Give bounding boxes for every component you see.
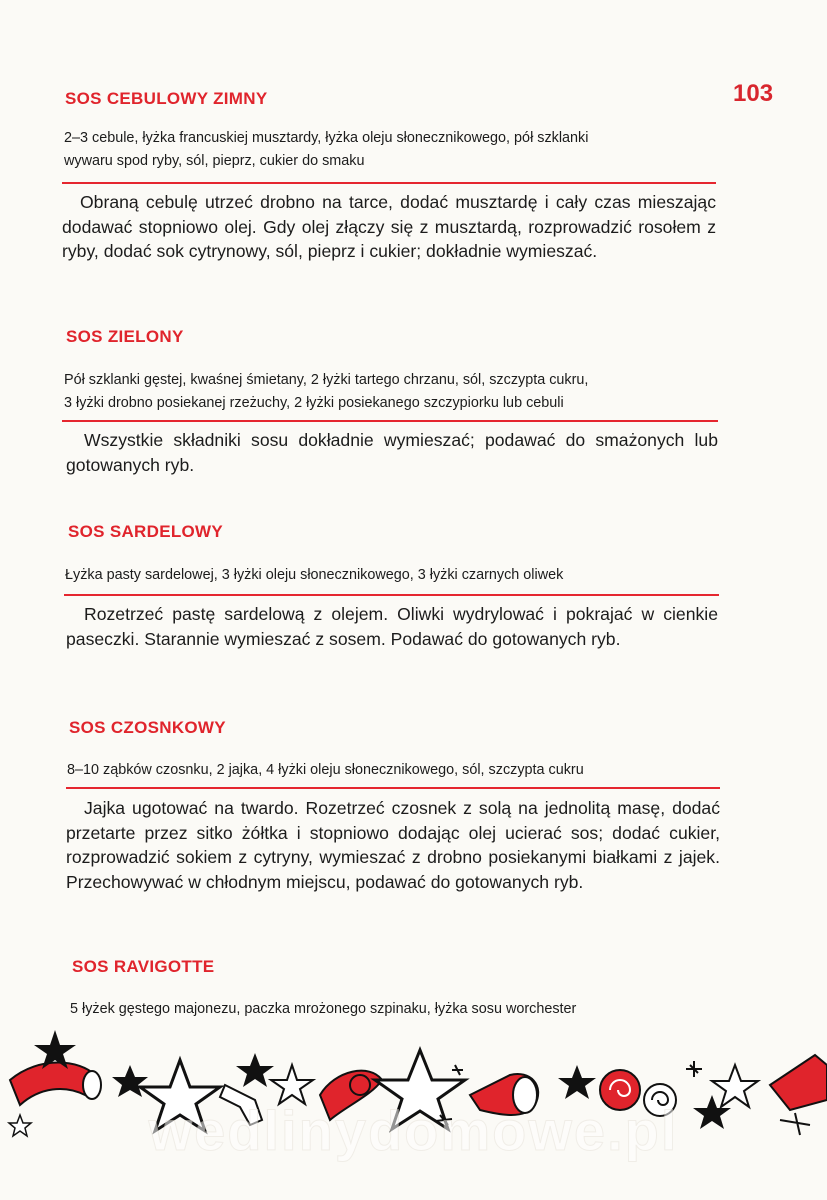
method-text: Obraną cebulę utrzeć drobno na tarce, dodać musztardę i cały czas mieszając dodawać stopniowo olej. Gdy olej złączy się z musztardą, rozprowadzić rosołem z ryby, dodać sok cytrynowy, sól, pieprz i cukier; dokładnie wymieszać.: [62, 192, 716, 261]
recipe-title: SOS CZOSNKOWY: [69, 718, 226, 737]
recipe-title: SOS RAVIGOTTE: [72, 957, 215, 976]
ingredients-line: 8–10 ząbków czosnku, 2 jajka, 4 łyżki oleju słonecznikowego, sól, szczypta cukru: [67, 762, 584, 778]
red-divider: [62, 182, 716, 184]
method-text: Wszystkie składniki sosu dokładnie wymieszać; podawać do smażonych lub gotowanych ryb.: [66, 430, 718, 475]
method-text: Rozetrzeć pastę sardelową z olejem. Oliwki wydrylować i pokrajać w cienkie paseczki. Starannie wymieszać z sosem. Podawać do gotowanych ryb.: [66, 604, 718, 649]
recipe-ingredients: [64, 369, 588, 415]
recipe-ingredients: [67, 759, 584, 782]
ingredients-line: 2–3 cebule, łyżka francuskiej musztardy, łyżka oleju słonecznikowego, pół szklanki: [64, 130, 589, 146]
page-number: 103: [733, 80, 774, 107]
recipe-method: [62, 190, 716, 264]
red-divider: [62, 420, 718, 422]
red-divider: [66, 787, 720, 789]
ingredients-line: 3 łyżki drobno posiekanej rzeżuchy, 2 łyżki posiekanego szczypiorku lub cebuli: [64, 395, 564, 411]
recipe-ingredients: [64, 127, 588, 173]
ingredients-line: Łyżka pasty sardelowej, 3 łyżki oleju słonecznikowego, 3 łyżki czarnych oliwek: [65, 567, 564, 583]
black-star-icon: [558, 1065, 596, 1099]
ingredients-line: wywaru spod ryby, sól, pieprz, cukier do smaku: [64, 153, 365, 169]
method-text: Jajka ugotować na twardo. Rozetrzeć czosnek z solą na jednolitą masę, dodać przetarte przez sitko żółtka i stopniowo dodając olej ucierać sos; dodać cukier, rozprowadzić sokiem z cytryny, wymieszać z drobno posiekanymi białkami z jajek. Przechowywać w chłodnym miejscu, podawać do gotowanych ryb.: [66, 798, 720, 892]
recipe-method: [66, 428, 718, 477]
recipe-ingredients: [70, 998, 576, 1021]
recipe-method: [66, 602, 718, 651]
red-divider: [64, 594, 719, 596]
recipe-method: [66, 796, 720, 894]
black-star-icon: [236, 1053, 274, 1087]
recipe-ingredients: [65, 564, 563, 587]
watermark: wedlinydomowe.pl: [148, 1099, 679, 1162]
ingredients-line: Pół szklanki gęstej, kwaśnej śmietany, 2 łyżki tartego chrzanu, sól, szczypta cukru,: [64, 372, 589, 388]
black-star-icon: [112, 1065, 148, 1097]
recipe-title: SOS CEBULOWY ZIMNY: [65, 89, 268, 108]
recipe-title: SOS SARDELOWY: [68, 522, 224, 541]
ingredients-line: 5 łyżek gęstego majonezu, paczka mrożonego szpinaku, łyżka sosu worchester: [70, 1001, 577, 1017]
recipe-title: SOS ZIELONY: [66, 327, 184, 346]
sparkle-icon: [686, 1061, 702, 1077]
